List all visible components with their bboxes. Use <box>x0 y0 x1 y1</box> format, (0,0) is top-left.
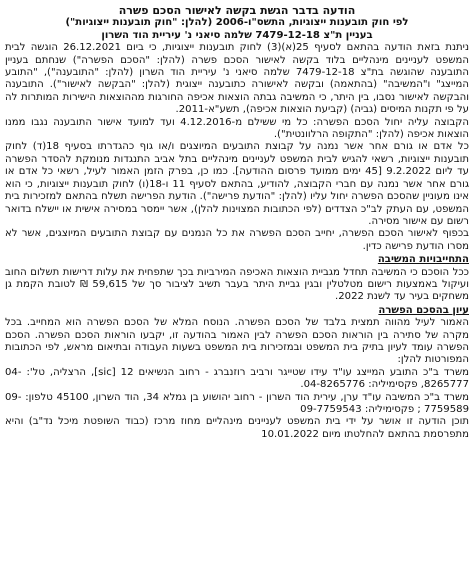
paragraph-respondent-counsel: משרד ב"כ המשיבה עו"ד ערן, עירית הוד השרון - רחוב יהושוע בן גמלא 34, הוד השרון, 45100 טלפון: 09-7759589 ; פקסימיליה: 09-7759543 <box>5 391 469 415</box>
section-heading-obligations: התחייבויות המשיבה <box>377 254 469 266</box>
paragraph-binding-effect: בכפוף לאישור הסכם הפשרה, יחייב הסכם הפשרה את כל הנמנים עם קבוצת התובעים המיוצגים, אשר לא מסרו הודעת פרישה כדין. <box>5 228 469 252</box>
paragraph-court-approval: תוכן הודעה זו אושר על ידי בית המשפט לעניינים מינהליים מחוז מרכז (כבוד השופטת מיכל נד"ב) והיא מתפרסמת בהתאם להחלטתו מיום 10.01.2022 <box>5 416 469 440</box>
notice-title: הודעה בדבר הגשת בקשה לאישור הסכם פשרה <box>118 4 356 17</box>
notice-case-reference: בעניין ת"צ 7479-12-18 שלמה סיאני נ' עיריית הוד השרון <box>101 29 373 41</box>
section-heading-review: עיון בהסכם הפשרה <box>378 304 469 316</box>
paragraph-objection-rights: כל אדם או גורם אחר אשר נמנה על קבוצת התובעים המיוצגים ו/או גוף כהגדרתו בסעיף 18(ד) לחוק תובענות ייצוגיות, רשאי להגיש לבית המשפט לעניינים מינהליים בתל אביב התנגדות מנומקת להסדר הפשרה עד ליום 9.2.2022 [45 ימים ממועד פרסום ההודעה]. כמו כן, בפרק הזמן האמור לעיל, רשאי כל אדם או גורם אחר אשר נמנה עם חברי הקבוצה, להודיע, בהתאם לסעיף 11 ו-18(ו) לחוק תובענות ייצוגיות, כי הוא אינו מעוניין שהסכם הפשרה יחול עליו (להלן: "הודעת פרישה"). הודעת הפרישה תשלח בהתאם למזכירות בית המשפט, עם העתק לב"כ הצדדים (לפי הכתובות המצוינות להלן), אשר יימסר במסירה אישית או יישלח בדואר רשום עם אישור מסירה. <box>5 141 469 227</box>
notice-law-reference: לפי חוק תובענות ייצוגיות, התשס"ו-2006 (להלן: "חוק תובענות ייצוגיות") <box>65 17 409 29</box>
paragraph-plaintiff-counsel: משרד ב"כ התובע המייצג עו"ד עידו שטייגר ורביב רוזנברג - רחוב הנשיאים 12 [sic], הרצליה, טל': 04-8265777, פקסימיליה: 04-8265776. <box>5 366 469 391</box>
paragraph-intro: ניתנת בזאת הודעה בהתאם לסעיף 25(א)(3) לחוק תובענות ייצוגיות, כי ביום 26.12.2021 הוגשה לבית המשפט לעניינים מינהליים בלוד בקשה לאישור הסכם פשרה (להלן: "הסכם הפשרה") שנחתם בעניין התובענה שהוגשה בת"צ 7479-12-18 שלמה סיאני נ' עיריית הוד השרון (להלן: "התובענה"), "התובע המייצג" ו"המשיבה" (בהתאמה) ובקשה לאישורה כתובענה ייצוגית (להלן: "הבקשה לאישור"). התובענה והבקשה לאישור נסבו, בין היתר, כי המשיבה גבתה הוצאות אכיפה החורגות מההוצאות הישירות המותרות לה על פי תקנות המיסים (גביה) (קביעת הוצאות אכיפה), תשע"א-2011. <box>5 42 469 116</box>
paragraph-review: האמור לעיל מהווה תמצית בלבד של הסכם הפשרה. הנוסח המלא של הסכם הפשרה הוא המחייב. בכל מקרה של סתירה בין הוראות הסכם הפשרה לבין האמור בהודעה זו, יקבעו הוראות הסכם הפשרה. הסכם הפשרה עומד לעיון בתיק בית המשפט ובמזכירות בית המשפט בשעות העבודה ובתיאום מראש, לפי הכתובות המפורטות להלן: <box>5 317 469 366</box>
paragraph-class-definition: הקבוצה עליה יחול הסכם הפשרה: כל מי ששילם מ-4.12.2016 ועד למועד אישור התובענה נגבו ממנו הוצאות אכיפה (להלן: "התקופה הרלוונטית"). <box>5 116 469 141</box>
paragraph-obligations: ככל הוסכם כי המשיבה תחדל מגביית הוצאות האכיפה המירביות בכך שתפחית את עלות דרישות תשלום החוב ועיקול באמצעות רישום מטלטלין ובגין גביית היתר בעבר תשיב לציבור סך של 59,615 ₪ לטובת הקמת גן משחקים בעיר עד לשנת 2022. <box>5 266 470 303</box>
